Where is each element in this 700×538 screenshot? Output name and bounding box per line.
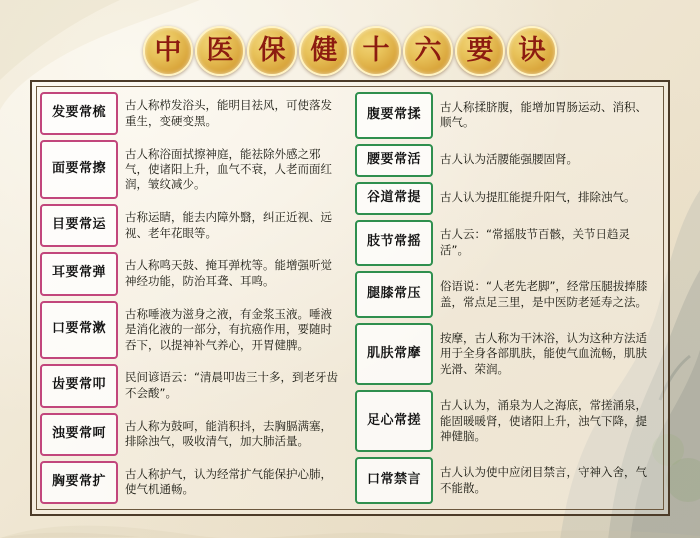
entry-description: 俗语说：“人老先老脚”，经常压腿拔捧膝盖，常点足三里，是中医防老延寿之法。 bbox=[440, 279, 648, 309]
entries-grid bbox=[38, 88, 662, 508]
list-item bbox=[355, 390, 660, 452]
entry-description: 古人称浴面拭擦神庭，能祛除外感之邪气，使诸阳上升，血气不衰，人老而面红润，皱纹减少。 bbox=[125, 146, 332, 192]
entry-term: 足心常搓 bbox=[355, 390, 433, 452]
entry-description: 古人称栉发浴头，能明目祛风，可使落发重生，变硬变黑。 bbox=[125, 98, 332, 128]
entry-term: 腰要常活 bbox=[355, 144, 433, 177]
entry-term: 耳要常弹 bbox=[40, 252, 118, 295]
title-char: 要 bbox=[455, 26, 505, 76]
title-char: 诀 bbox=[507, 26, 557, 76]
right-column bbox=[355, 92, 660, 504]
entry-term: 肢节常摇 bbox=[355, 220, 433, 267]
list-item bbox=[40, 252, 345, 295]
list-item bbox=[40, 413, 345, 456]
entry-term: 浊要常呵 bbox=[40, 413, 118, 456]
list-item bbox=[355, 182, 660, 215]
entry-term: 胸要常扩 bbox=[40, 461, 118, 504]
entry-description: 古称唾液为滋身之液，有金浆玉液。唾液是消化液的一部分，有抗癌作用，要随时吞下，以提神补气养心，开胃健脾。 bbox=[125, 306, 332, 352]
entry-description: 按摩，古人称为干沐浴，认为这种方法适用于全身各部肌肤，能使气血流畅，肌肤光滑、荣润。 bbox=[440, 330, 647, 376]
entry-term: 目要常运 bbox=[40, 204, 118, 247]
entry-term: 肌肤常摩 bbox=[355, 323, 433, 385]
page-title bbox=[0, 26, 700, 76]
entry-term: 发要常梳 bbox=[40, 92, 118, 135]
list-item bbox=[355, 271, 660, 318]
list-item bbox=[40, 140, 345, 199]
entry-description: 古人认为提肛能提升阳气，排除浊气。 bbox=[440, 190, 636, 205]
entry-description: 古人认为使中应闭目禁言，守神入舍，气不能散。 bbox=[440, 465, 647, 495]
list-item bbox=[355, 144, 660, 177]
entry-description: 古人云：“常摇肢节百骸，关节日趋灵活”。 bbox=[440, 227, 630, 257]
title-char: 中 bbox=[143, 26, 193, 76]
entry-description: 古人认为活腰能强腰固肾。 bbox=[440, 152, 578, 167]
list-item bbox=[40, 364, 345, 407]
title-char: 健 bbox=[299, 26, 349, 76]
entry-description: 古人称为鼓呵，能消积抖，去胸膈满塞，排除浊气，吸收清气，加大肺活量。 bbox=[125, 418, 332, 449]
list-item bbox=[40, 204, 345, 247]
list-item bbox=[40, 461, 345, 504]
entry-term: 腿膝常压 bbox=[355, 271, 433, 318]
list-item bbox=[355, 457, 660, 504]
list-item bbox=[40, 92, 345, 135]
entry-term: 齿要常叩 bbox=[40, 364, 118, 407]
entry-description: 民间谚语云：“清晨叩齿三十多，到老牙齿不会酸”。 bbox=[125, 370, 338, 400]
title-char: 医 bbox=[195, 26, 245, 76]
entry-description: 古人称护气，认为经常扩气能保护心肺，使气机通畅。 bbox=[125, 467, 332, 497]
entry-description: 古人称揉脐腹，能增加胃肠运动、消积、顺气。 bbox=[440, 99, 647, 130]
entry-description: 古人认为，涌泉为人之海底，常搓涌泉，能固暖暖肾，使诸阳上升，浊气下降，提神健脑。 bbox=[440, 398, 647, 443]
title-char: 十 bbox=[351, 26, 401, 76]
left-column bbox=[40, 92, 345, 504]
list-item bbox=[355, 220, 660, 267]
entry-term: 腹要常揉 bbox=[355, 92, 433, 139]
list-item bbox=[355, 323, 660, 385]
title-char: 六 bbox=[403, 26, 453, 76]
entry-description: 古称运睛，能去内障外翳，纠正近视、远视、老年花眼等。 bbox=[125, 210, 332, 240]
entry-term: 口要常漱 bbox=[40, 301, 118, 360]
title-characters bbox=[142, 26, 558, 76]
list-item bbox=[40, 301, 345, 360]
entry-term: 谷道常提 bbox=[355, 182, 433, 215]
entry-description: 古人称鸣天鼓、掩耳弹枕等。能增强听觉神经功能，防治耳聋、耳鸣。 bbox=[125, 258, 332, 288]
entry-term: 口常禁言 bbox=[355, 457, 433, 504]
entry-term: 面要常擦 bbox=[40, 140, 118, 199]
list-item bbox=[355, 92, 660, 139]
title-char: 保 bbox=[247, 26, 297, 76]
